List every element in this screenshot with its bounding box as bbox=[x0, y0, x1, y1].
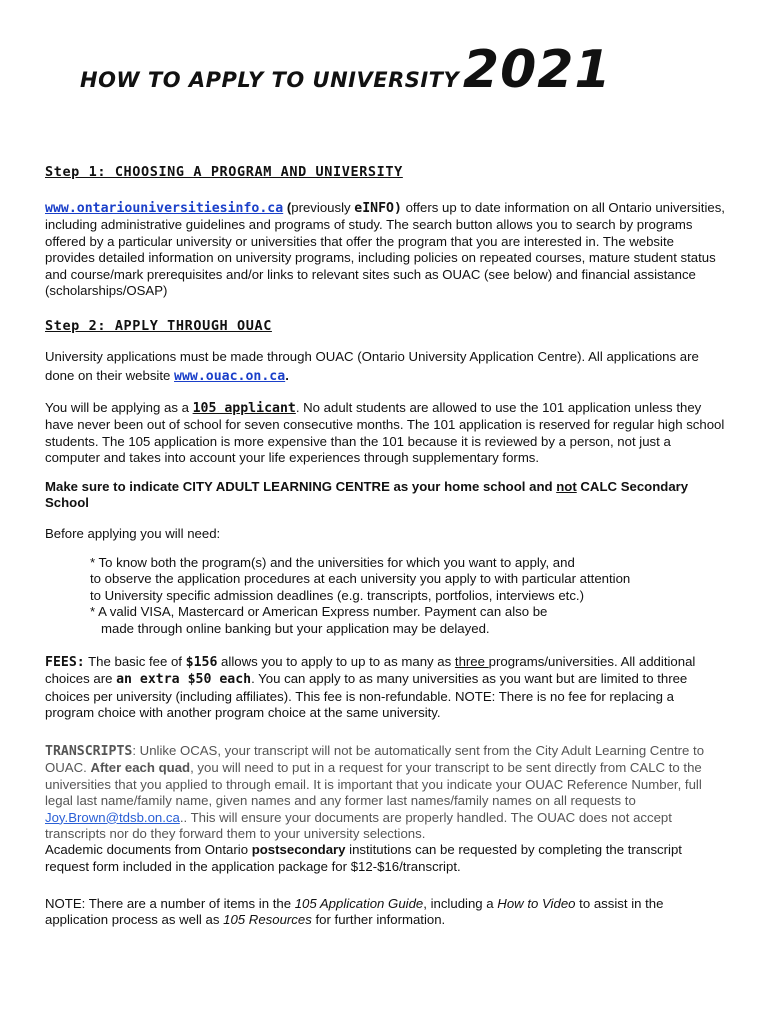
requirement-1-line-2: to observe the application procedures at each university you apply to with particular attention bbox=[90, 571, 631, 587]
requirement-1-line-3: to University specific admission deadlines (e.g. transcripts, portfolios, interviews etc.) bbox=[90, 587, 584, 603]
academic-bold: postsecondary bbox=[251, 842, 346, 858]
note-t1: NOTE: There are a number of items in the bbox=[45, 896, 295, 911]
note-t3: to assist in the application process as well as bbox=[45, 896, 664, 928]
fees-three: three bbox=[454, 654, 489, 669]
home-school-note bbox=[45, 479, 725, 512]
step2-heading: Step 2: APPLY THROUGH OUAC bbox=[45, 318, 272, 334]
note-paragraph bbox=[45, 896, 725, 929]
transcripts-label: TRANSCRIPTS bbox=[45, 744, 133, 759]
resources-105: 105 Resources bbox=[223, 912, 312, 928]
ouac-link[interactable]: www.ouac.on.ca bbox=[174, 369, 286, 384]
note-t4: for further information. bbox=[311, 912, 446, 928]
step1-heading: Step 1: CHOOSING A PROGRAM AND UNIVERSITY bbox=[45, 164, 403, 180]
previously-text: previously bbox=[291, 200, 355, 215]
requirement-1-line-1: * To know both the program(s) and the universities for which you want to apply, and bbox=[90, 555, 575, 570]
transcripts-t2: , you will need to put in a request for your transcript to be sent directly from CALC to the universities that you applied to through email. It is important that you indicate your OUAC Reference Number, full legal last name/family name, given names and any former last names/family names on all requests to bbox=[45, 760, 702, 809]
requirement-2-line-1: * A valid VISA, Mastercard or American Express number. Payment can also be bbox=[90, 604, 548, 620]
transcripts-t3: .. This will ensure your documents are properly handled. The OUAC does not accept transcripts nor do they forward them to your university selections. bbox=[45, 809, 672, 842]
fees-t2: allows you to apply to up to as many as bbox=[217, 654, 455, 669]
step2-paragraph-2 bbox=[45, 400, 725, 467]
fees-paragraph bbox=[45, 654, 725, 722]
transcripts-t1: : Unlike OCAS, your transcript will not be automatically sent from the City Adult Learning Centre to OUAC. bbox=[45, 743, 705, 776]
fees-t4: . You can apply to as many universities as you want but are limited to three choices per university (including affiliates). This fee is non-refundable. NOTE: There is no fee for replacing a program choice with another program choice at the same university. bbox=[45, 671, 688, 721]
fees-label: FEES: bbox=[45, 655, 85, 670]
requirements-list bbox=[45, 555, 725, 637]
requirement-2-line-2: made through online banking but your application may be delayed. bbox=[101, 620, 490, 636]
academic-post: institutions can be requested by completing the transcript request form included in the application package for $12-$16/transcript. bbox=[45, 842, 682, 874]
home-school-post: CALC Secondary School bbox=[45, 479, 689, 511]
ontario-universities-link[interactable]: www.ontariouniversitiesinfo.ca bbox=[45, 201, 284, 216]
home-school-pre: Make sure to indicate CITY ADULT LEARNING CENTRE as your home school and bbox=[45, 479, 557, 494]
applicant-type: 105 applicant bbox=[192, 401, 296, 416]
how-to-video: How to Video bbox=[497, 896, 576, 911]
transcripts-paragraph bbox=[45, 743, 725, 875]
step2-p1-text: University applications must be made through OUAC (Ontario University Application Centre). All applications are done on their website bbox=[45, 349, 699, 383]
step2-paragraph-1 bbox=[45, 347, 725, 386]
step2-p2-text: . No adult students are allowed to use the 101 application unless they have never been out of school for seven consecutive months. The 101 application is reserved for regular high school students. The 105 application is more expensive than the 101 because it is reviewed by a person, not just a computer and takes into account your life experiences through supplementary forms. bbox=[45, 400, 725, 466]
academic-documents bbox=[45, 842, 725, 875]
step2-p2-pre: You will be applying as a bbox=[45, 400, 193, 415]
note-t2: , including a bbox=[423, 896, 498, 911]
fees-t1: The basic fee of bbox=[84, 654, 186, 669]
title-year: 2021 bbox=[462, 40, 612, 100]
after-each-quad: After each quad bbox=[90, 760, 191, 776]
application-guide: 105 Application Guide bbox=[294, 896, 424, 911]
before-applying: Before applying you will need: bbox=[45, 526, 221, 541]
step1-paragraph bbox=[45, 200, 725, 299]
fees-t3: programs/universities. All additional choices are bbox=[45, 654, 696, 687]
home-school-not: not bbox=[556, 479, 577, 494]
academic-pre: Academic documents from Ontario bbox=[45, 842, 252, 858]
einfo-label: eINFO) bbox=[354, 201, 402, 216]
fees-extra: an extra $50 each bbox=[116, 672, 252, 688]
fees-amount: $156 bbox=[185, 655, 218, 670]
step1-body: offers up to date information on all Ontario universities, including administrative guidelines and programs of study. The search button allows you to search by programs offered by a particular university or universities that offer the program that you are interested in. The website provides detailed information on university programs, including policies on repeated courses, mature student status and course/mark prerequisites and/or links to relevant sites such as OUAC (see below) and financial assistance (scholarships/OSAP) bbox=[45, 200, 725, 299]
page-title bbox=[80, 40, 612, 100]
step2-p1-end: . bbox=[285, 368, 289, 383]
title-main: HOW TO APPLY TO UNIVERSITY bbox=[80, 68, 460, 92]
email-link[interactable]: Joy.Brown@tdsb.on.ca bbox=[45, 809, 180, 825]
paren-open: ( bbox=[283, 200, 292, 215]
